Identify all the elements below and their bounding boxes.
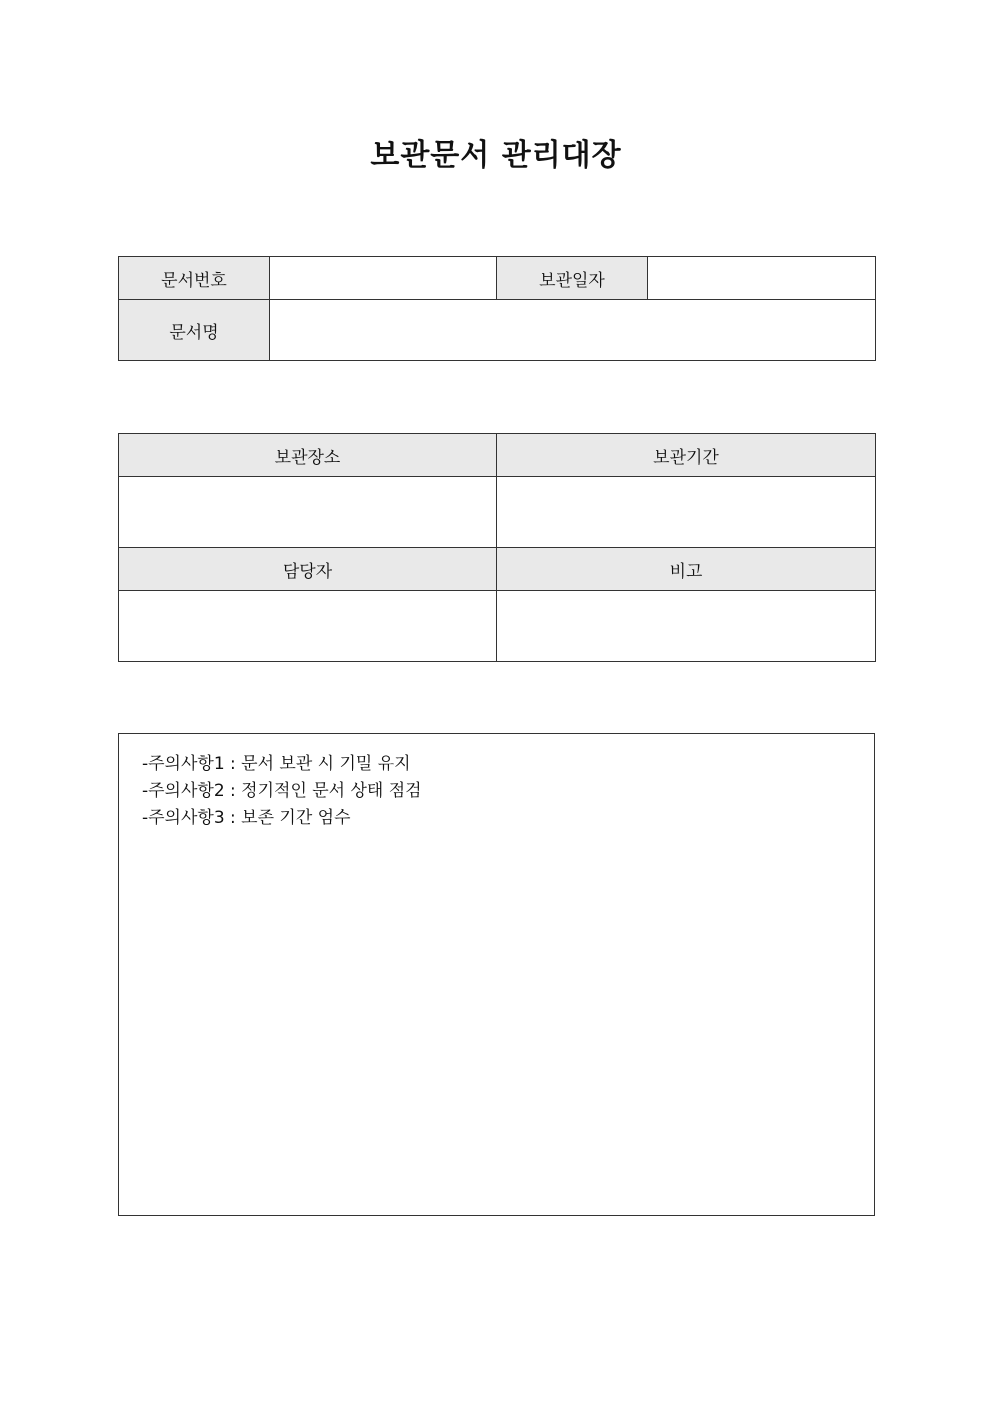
remarks-label: 비고 [497,548,876,591]
notes-list [119,734,874,832]
note-item: -주의사항1 : 문서 보관 시 기밀 유지 [142,754,411,774]
manager-field[interactable] [119,591,497,662]
doc-name-field[interactable] [270,300,876,361]
doc-number-field[interactable] [270,257,497,300]
location-label: 보관장소 [119,434,497,477]
doc-name-label: 문서명 [119,300,270,361]
storage-date-label: 보관일자 [497,257,648,300]
period-label: 보관기간 [497,434,876,477]
notes-box [118,733,875,1216]
remarks-field[interactable] [497,591,876,662]
storage-date-field[interactable] [648,257,876,300]
document-title: 보관문서 관리대장 [370,138,622,173]
document-info-table [118,256,876,361]
location-field[interactable] [119,477,497,548]
storage-detail-table [118,433,876,662]
note-item: -주의사항3 : 보존 기간 엄수 [142,808,351,828]
note-item: -주의사항2 : 정기적인 문서 상태 점검 [142,781,422,801]
doc-number-label: 문서번호 [119,257,270,300]
manager-label: 담당자 [119,548,497,591]
period-field[interactable] [497,477,876,548]
